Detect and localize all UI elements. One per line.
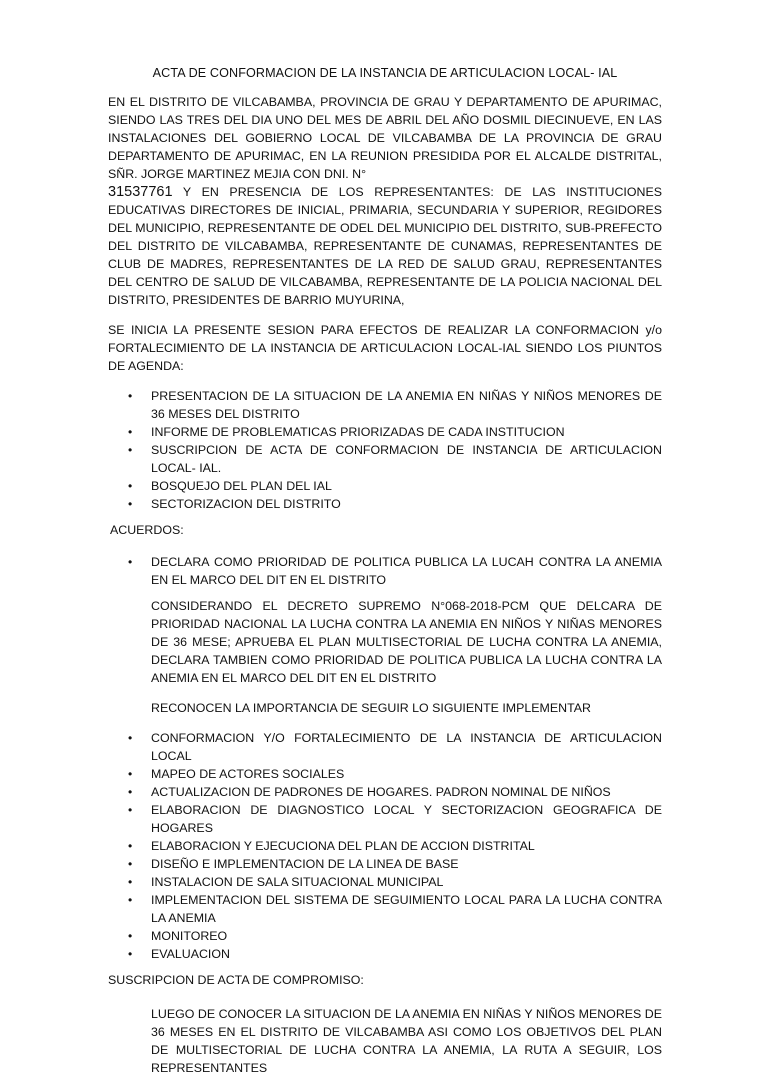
session-paragraph: SE INICIA LA PRESENTE SESION PARA EFECTOS DE REALIZAR LA CONFORMACION y/o FORTALECIMIENTO DE LA INSTANCIA DE ARTICULACION LOCAL-IAL SIENDO LOS PIUNTOS DE AGENDA: — [108, 323, 662, 373]
list-item — [108, 837, 662, 855]
list-item — [108, 783, 662, 801]
compromiso-paragraph: LUEGO DE CONOCER LA SITUACION DE LA ANEMIA EN NIÑAS Y NIÑOS MENORES DE 36 MESES EN EL DISTRITO DE VILCABAMBA ASI COMO LOS OBJETIVOS DEL PLAN DE MULTISECTORIAL DE LUCHA CONTRA LA ANEMIA, LA RUTA A SEGUIR, LOS REPRESENTANTES — [151, 1007, 662, 1075]
list-item — [108, 855, 662, 873]
list-item — [108, 423, 662, 441]
list-item — [108, 477, 662, 495]
list-item — [108, 441, 662, 477]
implement-item-text: INSTALACION DE SALA SITUACIONAL MUNICIPAL — [151, 875, 444, 889]
bullet-icon: • — [128, 803, 133, 817]
list-item — [108, 765, 662, 783]
intro-text-part2: Y EN PRESENCIA DE LOS REPRESENTANTES: DE LAS INSTITUCIONES EDUCATIVAS DIRECTORES DE INICIAL, PRIMARIA, SECUNDARIA Y SUPERIOR, REGIDORES DEL MUNICIPIO, REPRESENTANTE DE ODEL DEL MUNICIPIO DEL DISTRITO, SUB-PREFECTO DEL DISTRITO DE VILCABAMBA, REPRESENTANTE DE CUNAMAS, REPRESENTANTES DE CLUB DE MADRES, REPRESENTANTES DE LA RED DE SALUD GRAU, REPRESENTANTES DEL CENTRO DE SALUD DE VILCABAMBA, REPRESENTANTE DE LA POLICIA NACIONAL DEL DISTRITO, PRESIDENTES DE BARRIO MUYURINA, — [108, 185, 662, 307]
agenda-item-text: PRESENTACION DE LA SITUACION DE LA ANEMIA EN NIÑAS Y NIÑOS MENORES DE 36 MESES DEL DISTRITO — [151, 389, 662, 421]
bullet-icon: • — [128, 479, 133, 493]
acuerdos-list — [108, 553, 662, 589]
agenda-item-text: SECTORIZACION DEL DISTRITO — [151, 497, 341, 511]
bullet-icon: • — [128, 839, 133, 853]
document-title: ACTA DE CONFORMACION DE LA INSTANCIA DE ARTICULACION LOCAL- IAL — [152, 66, 618, 80]
agenda-list — [108, 387, 662, 513]
dni-number: 31537761 — [108, 184, 173, 200]
implement-item-text: ELABORACION DE DIAGNOSTICO LOCAL Y SECTORIZACION GEOGRAFICA DE HOGARES — [151, 803, 662, 835]
implement-list — [108, 729, 662, 963]
intro-paragraph — [108, 93, 662, 309]
list-item — [108, 553, 662, 589]
agenda-item-text: INFORME DE PROBLEMATICAS PRIORIZADAS DE CADA INSTITUCION — [151, 425, 565, 439]
agenda-item-text: BOSQUEJO DEL PLAN DEL IAL — [151, 479, 332, 493]
bullet-icon: • — [128, 497, 133, 511]
list-item — [108, 495, 662, 513]
bullet-icon: • — [128, 425, 133, 439]
list-item — [108, 801, 662, 837]
acuerdo-item-text: DECLARA COMO PRIORIDAD DE POLITICA PUBLICA LA LUCAH CONTRA LA ANEMIA EN EL MARCO DEL DIT EN EL DISTRITO — [151, 555, 662, 587]
bullet-icon: • — [128, 857, 133, 871]
compromiso-heading: SUSCRIPCION DE ACTA DE COMPROMISO: — [108, 973, 364, 987]
bullet-icon: • — [128, 893, 133, 907]
implement-item-text: CONFORMACION Y/O FORTALECIMIENTO DE LA INSTANCIA DE ARTICULACION LOCAL — [151, 731, 662, 763]
intro-text-part1: EN EL DISTRITO DE VILCABAMBA, PROVINCIA DE GRAU Y DEPARTAMENTO DE APURIMAC, SIENDO LAS TRES DEL DIA UNO DEL MES DE ABRIL DEL AÑO DOSMIL DIECINUEVE, EN LAS INSTALACIONES DEL GOBIERNO LOCAL DE VILCABAMBA DE LA PROVINCIA DE GRAU DEPARTAMENTO DE APURIMAC, EN LA REUNION PRESIDIDA POR EL ALCALDE DISTRITAL, SÑR. JORGE MARTINEZ MEJIA CON DNI. N° — [108, 95, 662, 181]
list-item — [108, 945, 662, 963]
implement-item-text: MAPEO DE ACTORES SOCIALES — [151, 767, 345, 781]
implement-item-text: IMPLEMENTACION DEL SISTEMA DE SEGUIMIENTO LOCAL PARA LA LUCHA CONTRA LA ANEMIA — [151, 893, 662, 925]
list-item — [108, 927, 662, 945]
bullet-icon: • — [128, 875, 133, 889]
implement-item-text: EVALUACION — [151, 947, 230, 961]
bullet-icon: • — [128, 443, 133, 457]
list-item — [108, 873, 662, 891]
bullet-icon: • — [128, 785, 133, 799]
bullet-icon: • — [128, 767, 133, 781]
bullet-icon: • — [128, 947, 133, 961]
implement-item-text: ACTUALIZACION DE PADRONES DE HOGARES. PADRON NOMINAL DE NIÑOS — [151, 785, 611, 799]
list-item — [108, 387, 662, 423]
bullet-icon: • — [128, 929, 133, 943]
bullet-icon: • — [128, 555, 133, 569]
considerando-paragraph: CONSIDERANDO EL DECRETO SUPREMO N°068-2018-PCM QUE DELCARA DE PRIORIDAD NACIONAL LA LUCHA CONTRA LA ANEMIA EN NIÑOS Y NIÑAS MENORES DE 36 MESE; APRUEBA EL PLAN MULTISECTORIAL DE LUCHA CONTRA LA ANEMIA, DECLARA TAMBIEN COMO PRIORIDAD DE POLITICA PUBLICA LA LUCHA CONTRA LA ANEMIA EN EL MARCO DEL DIT EN EL DISTRITO — [151, 599, 662, 685]
bullet-icon: • — [128, 731, 133, 745]
implement-item-text: ELABORACION Y EJECUCIONA DEL PLAN DE ACCION DISTRITAL — [151, 839, 535, 853]
list-item — [108, 729, 662, 765]
acuerdos-heading: ACUERDOS: — [110, 523, 184, 537]
bullet-icon: • — [128, 389, 133, 403]
reconocen-paragraph: RECONOCEN LA IMPORTANCIA DE SEGUIR LO SIGUIENTE IMPLEMENTAR — [151, 701, 591, 715]
agenda-item-text: SUSCRIPCION DE ACTA DE CONFORMACION DE INSTANCIA DE ARTICULACION LOCAL- IAL. — [151, 443, 662, 475]
implement-item-text: DISEÑO E IMPLEMENTACION DE LA LINEA DE BASE — [151, 857, 459, 871]
implement-item-text: MONITOREO — [151, 929, 228, 943]
list-item — [108, 891, 662, 927]
